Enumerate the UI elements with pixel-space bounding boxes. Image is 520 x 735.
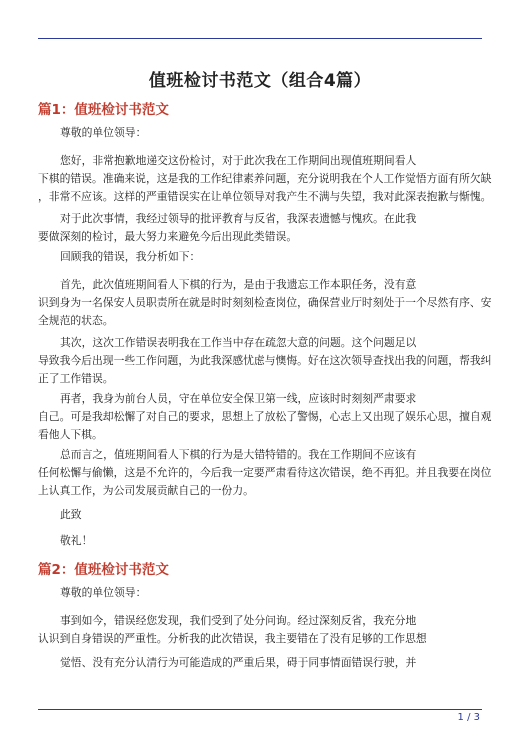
section2-salutation: 尊敬的单位领导： [60,586,147,599]
section1-paragraph-7: 总而言之，值班期间看人下棋的行为是大错特错的。我在工作期间不应该有 任何松懈与偷懒，这是不允许的，今后我一定要严肃看待这次错误，绝不再犯。并且我要在岗位 上认真工作，为公司发展贡献自己的一份力。 [38,448,492,497]
section1-paragraph-6: 再者，我身为前台人员，守在单位安全保卫第一线，应该时时刻刻严肃要求 自己。可是我却松懈了对自己的要求，思想上了放松了警惕，心志上又出现了娱乐心思，擅自观 看他人下棋。 [38,392,492,441]
section1-paragraph-5: 其次，这次工作错误表明我在工作当中存在疏忽大意的问题。这个问题足以 导致我今后出现一些工作问题，为此我深感忧虑与懊悔。好在这次领导查找出我的问题，帮我纠 正了工作错误。 [38,336,492,385]
page-number: 1 / 3 [457,712,480,723]
section2-paragraph-1: 事到如今，错误经您发现，我们受到了处分问询。经过深刻反省，我充分地 认识到自身错误的严重性。分析我的此次错误，我主要错在了没有足够的工作思想 [38,614,427,645]
section1-closing-1: 此致 [60,508,82,521]
section1-paragraph-1: 您好，非常抱歉地递交这份检讨，对于此次我在工作期间出现值班期间看人 下棋的错误。准确来说，这是我的工作纪律素养问题，充分说明我在个人工作觉悟方面有所欠缺 ，非常不应该。这样的严重错误实在让单位领导对我产生不满与失望，我对此深表抱歉与惭愧。 [38,154,492,203]
section1-heading: 篇1：值班检讨书范文 [38,102,169,118]
section1-paragraph-4: 首先，此次值班期间看人下棋的行为，是由于我遗忘工作本职任务，没有意 识到身为一名保安人员职责所在就是时时刻刻检查岗位，确保营业厅时刻处于一个尽然有序、安 全规范的状态。 [38,278,492,327]
section2-heading: 篇2：值班检讨书范文 [38,562,169,578]
top-rule [38,38,482,39]
section1-paragraph-3: 回顾我的错误，我分析如下： [60,250,201,263]
section2-paragraph-2: 觉悟、没有充分认清行为可能造成的严重后果，碍于同事情面错误行驶，并 [60,656,417,669]
document-title: 值班检讨书范文（组合4篇） [148,71,372,91]
section1-closing-2: 敬礼！ [60,534,93,547]
section1-paragraph-2: 对于此次事情，我经过领导的批评教育与反省，我深表遗憾与愧疚。在此我 要做深刻的检讨，最大努力来避免今后出现此类错误。 [38,212,417,243]
section1-salutation: 尊敬的单位领导： [60,126,147,139]
bottom-rule [38,709,482,710]
